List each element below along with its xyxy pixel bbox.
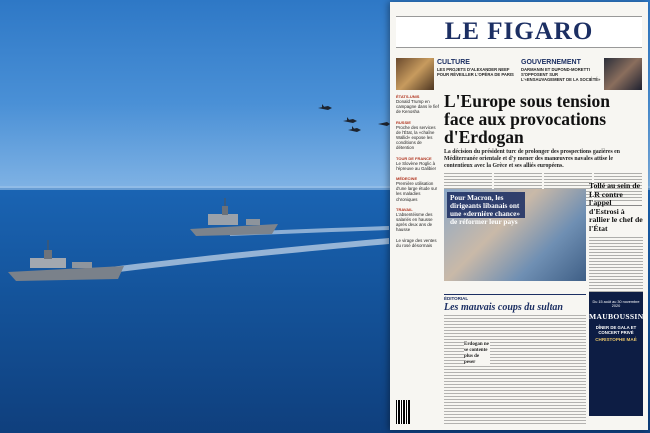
newspaper-logo: LE FIGARO — [444, 18, 594, 45]
jet-4 — [378, 122, 390, 126]
pull-quote: Erdogan ne se contente plus de peser — [464, 342, 489, 365]
teaser-culture — [396, 58, 517, 90]
editorial-body — [444, 315, 586, 425]
teaser-category: GOUVERNEMENT — [521, 59, 581, 66]
right-column-story — [589, 182, 643, 295]
teaser-text: DARMANIN ET DUPOND-MORETTI S'OPPOSENT SUR L'«ENSAUVAGEMENT DE LA SOCIÉTÉ» — [521, 67, 601, 82]
sidebar-item: TOUR DE FRANCE Le Slovène Roglic à l'épreuve au Galibier — [396, 155, 437, 171]
date-line — [396, 6, 642, 12]
feature-title-box — [447, 192, 525, 226]
jet-1 — [318, 104, 332, 110]
barcode — [396, 400, 410, 424]
ad-date: Du 15 août au 30 novembre 2020 — [592, 300, 640, 308]
ad-brand: MAUBOUSSIN — [589, 312, 644, 321]
main-headline: L'Europe sous tension face aux provocations d'Erdogan — [444, 91, 610, 147]
ad-line-2: CHRISTOPHE MAÉ — [595, 337, 637, 342]
teaser-text: LES PROJETS D'ALEXANDER NEEF POUR RÉVEILLER L'OPÉRA DE PARIS — [437, 67, 514, 77]
ad-line-1: DÎNER DE GALA ET CONCERT PRIVÉ — [595, 325, 637, 335]
sidebar-item: RUSSIE Proche des services de l'État, la «chaîne Wallid» expose les conditions de détention — [396, 119, 436, 151]
sidebar-item: Le virage des ventes du rosé désormais — [396, 237, 437, 248]
editorial-title: Les mauvais coups du sultan — [444, 302, 563, 313]
lead-deck: La décision du président turc de prolonger des prospections gazières en Méditerranée orientale et d'y mener des manœuvres navales attise le contentieux avec la Grèce et ses alliés européens. — [444, 149, 620, 169]
jet-2 — [343, 117, 357, 123]
teaser-government — [521, 58, 642, 90]
sidebar-item: MÉDECINE Première utilisation d'une large étude sur les maladies chroniques — [396, 176, 438, 202]
warship-1 — [190, 198, 278, 236]
teaser-image — [604, 58, 642, 90]
sidebar-item: TRAVAIL L'absentéisme des salariés en hausse après deux ans de hausse — [396, 206, 433, 233]
teaser-image — [396, 58, 434, 90]
lebanon-feature — [444, 189, 586, 281]
news-sidebar — [396, 94, 440, 394]
jet-formation — [318, 104, 390, 132]
teaser-category: CULTURE — [437, 59, 470, 66]
feature-title: Pour Macron, les dirigeants libanais ont une «dernière chance» de réformer leur pays — [450, 193, 520, 226]
editorial — [444, 294, 586, 425]
jet-3 — [348, 126, 361, 132]
mauboussin-ad — [589, 292, 643, 416]
tagline — [396, 48, 642, 53]
masthead — [396, 16, 642, 48]
warship-2 — [8, 240, 124, 281]
sidebar-item: ÉTATS-UNIS Donald Trump en campagne dans le fief de Kenosha — [396, 94, 439, 115]
teaser-bar — [396, 58, 642, 90]
right-story-title: Tollé au sein de LR contre l'appel d'Estrosi à rallier le chef de l'État — [589, 181, 643, 233]
newspaper-front-page — [390, 2, 648, 430]
editorial-label: ÉDITORIAL — [444, 294, 586, 301]
